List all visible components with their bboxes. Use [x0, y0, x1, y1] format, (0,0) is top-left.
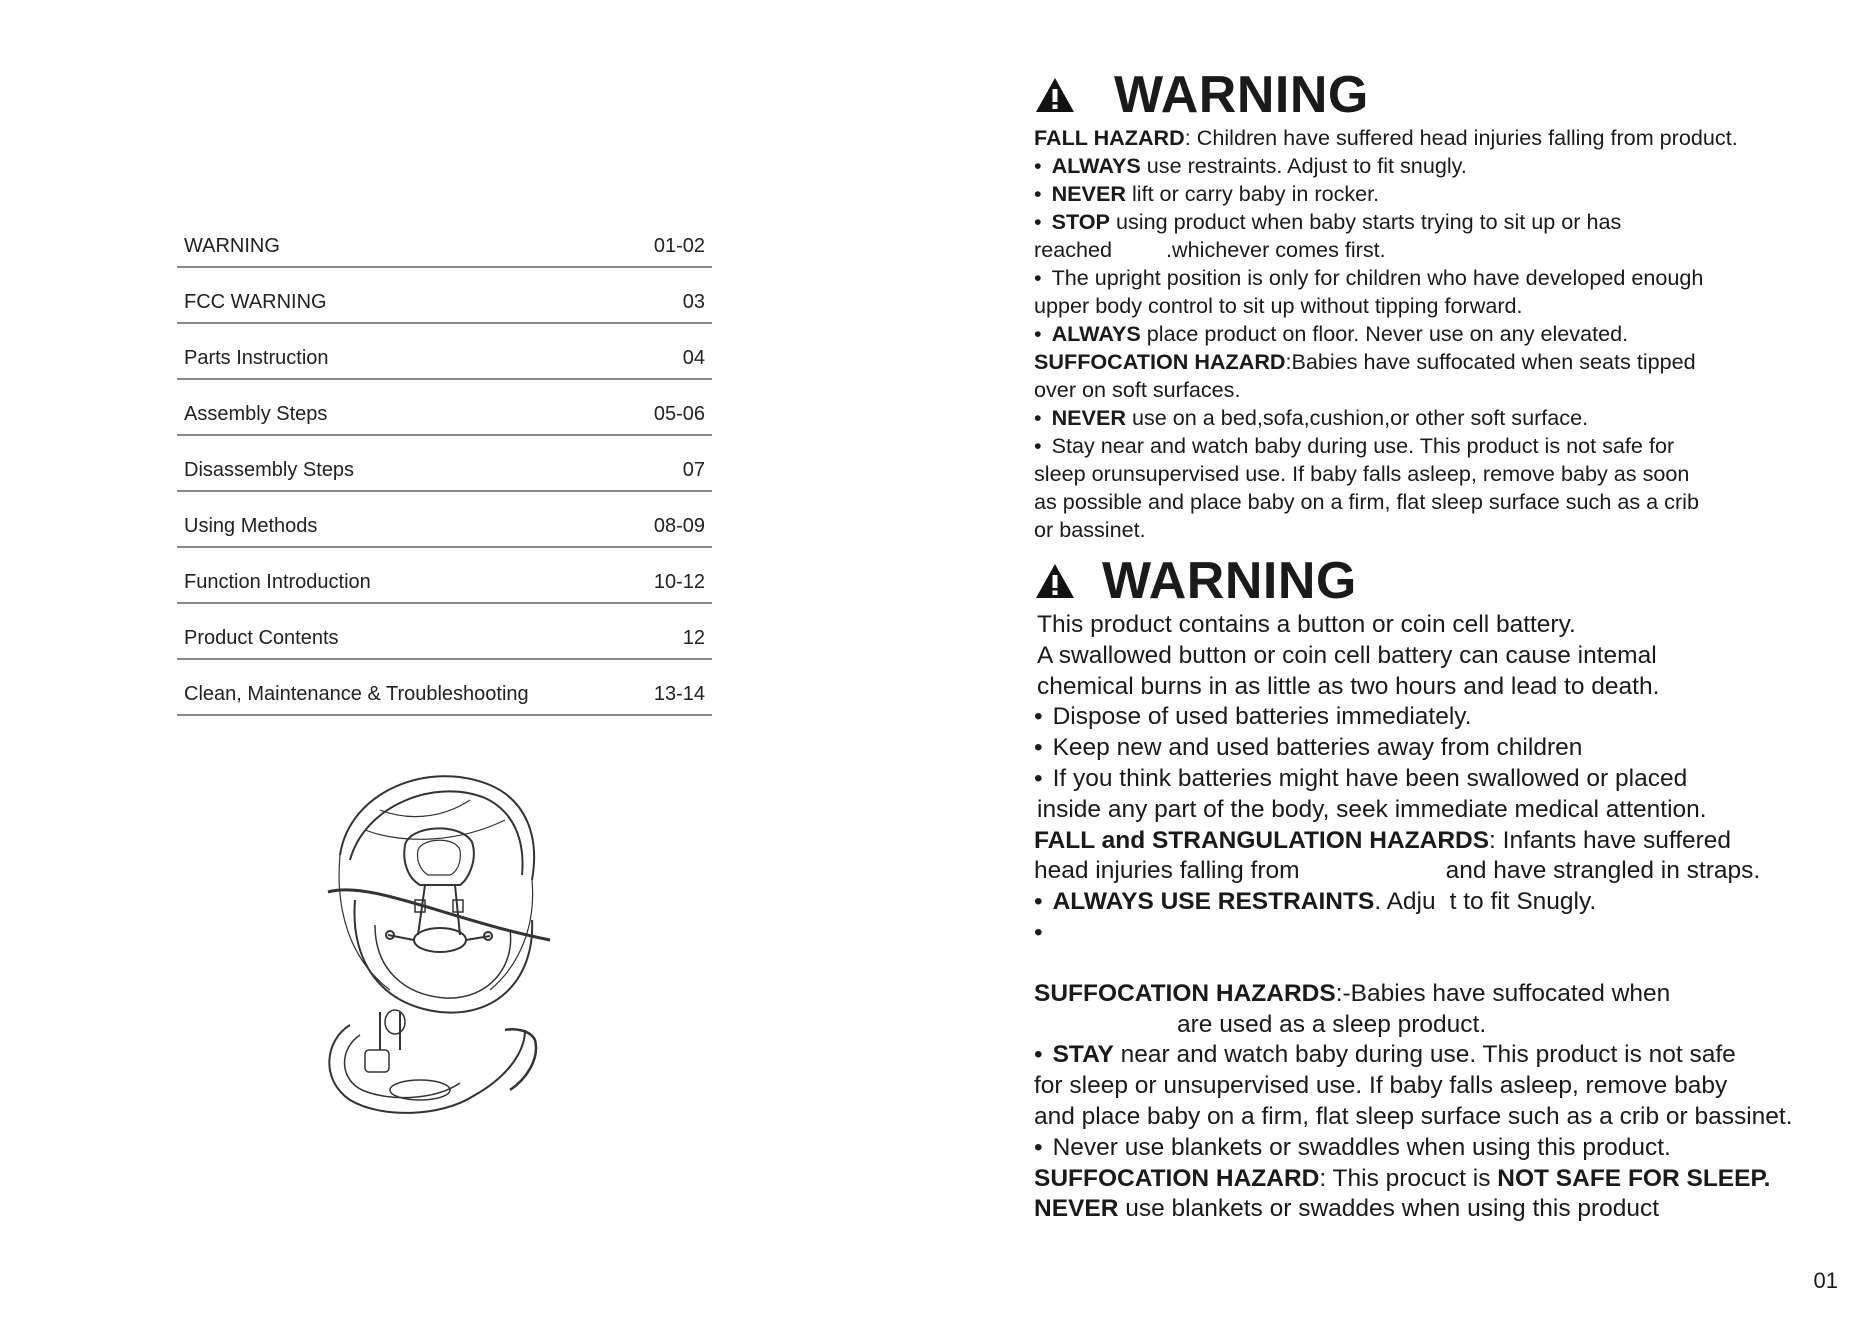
toc-row	[177, 548, 712, 604]
toc-title: Assembly Steps	[184, 403, 328, 425]
warning-title: WARNING	[1102, 552, 1357, 610]
toc-title: Function Introduction	[184, 571, 371, 593]
text: place product on floor. Never use on any elevated.	[1140, 321, 1629, 346]
toc-page: 05-06	[653, 403, 705, 425]
text: Dispose of used batteries immediately.	[1052, 703, 1472, 731]
toc-title: Parts Instruction	[184, 347, 329, 369]
label: ALWAYS	[1051, 321, 1141, 346]
bullet	[1034, 152, 1834, 180]
line: or bassinet.	[1034, 517, 1146, 542]
warning-heading-1	[1034, 66, 1834, 124]
line	[1034, 236, 1834, 264]
text: Stay near and watch baby during use. This product is not safe for	[1051, 433, 1675, 458]
toc-row	[177, 212, 712, 268]
line: This product contains a button or coin cell battery.	[1037, 611, 1576, 638]
bullet	[1034, 733, 1834, 764]
label: SUFFOCATION HAZARD	[1034, 1164, 1320, 1192]
label: SUFFOCATION HAZARDS	[1034, 979, 1336, 1007]
bullet	[1034, 264, 1834, 292]
label: SUFFOCATION HAZARD	[1034, 349, 1286, 374]
text: using product when baby starts trying to sit up or has	[1109, 209, 1622, 234]
toc-title: Product Contents	[184, 627, 339, 649]
text: : Children have suffered head injuries falling from product.	[1184, 125, 1738, 150]
text: lift or carry baby in rocker.	[1125, 181, 1380, 206]
toc-title: Using Methods	[184, 515, 318, 537]
bullet	[1034, 1133, 1834, 1164]
line: and place baby on a firm, flat sleep surface such as a crib or bassinet.	[1034, 1102, 1793, 1130]
suffocation-hazard-line	[1034, 348, 1834, 376]
line: for sleep or unsupervised use. If baby falls asleep, remove baby	[1034, 1072, 1728, 1100]
text: :-Babies have suffocated when	[1335, 979, 1671, 1007]
text: head injuries falling from	[1034, 857, 1300, 885]
line	[1034, 856, 1834, 887]
text: use restraints. Adjust to fit snugly.	[1140, 153, 1467, 178]
toc-page: 03	[682, 291, 705, 313]
page-number: 01	[1813, 1268, 1838, 1293]
bullet	[1034, 208, 1834, 236]
label: FALL and STRANGULATION HAZARDS	[1034, 826, 1490, 854]
text: Keep new and used batteries away from children	[1052, 734, 1583, 762]
label: FALL HAZARD	[1034, 125, 1185, 150]
bullet	[1034, 887, 1834, 918]
text: t to fit Snugly.	[1449, 888, 1597, 916]
baby-rocker-illustration	[310, 750, 590, 1140]
line: sleep orunsupervised use. If baby falls asleep, remove baby as soon	[1034, 461, 1690, 486]
warning-title: WARNING	[1114, 66, 1369, 124]
text: use blankets or swaddes when using this product	[1118, 1195, 1660, 1223]
label: NOT SAFE FOR SLEEP.	[1497, 1164, 1771, 1192]
toc-page: 04	[682, 347, 705, 369]
text: : Infants have suffered	[1489, 826, 1732, 854]
text: The upright position is only for children who have developed enough	[1051, 265, 1704, 290]
toc-page: 13-14	[653, 683, 705, 705]
bullet	[1034, 180, 1834, 208]
fall-hazard-line	[1034, 124, 1834, 152]
label: STAY	[1052, 1041, 1114, 1069]
table-of-contents	[177, 212, 712, 716]
line: over on soft surfaces.	[1034, 377, 1241, 402]
bullet	[1034, 432, 1834, 460]
warning-block-2	[1034, 610, 1834, 1225]
toc-title: Clean, Maintenance & Troubleshooting	[184, 683, 529, 705]
line	[1034, 1194, 1834, 1225]
bullet	[1034, 764, 1834, 795]
toc-row	[177, 660, 712, 716]
toc-page: 01-02	[653, 235, 705, 257]
fall-strangulation-line	[1034, 826, 1834, 857]
suffocation-hazards-line	[1034, 979, 1834, 1010]
toc-row	[177, 604, 712, 660]
toc-page: 08-09	[653, 515, 705, 537]
line: upper body control to sit up without tipping forward.	[1034, 293, 1523, 318]
toc-page: 07	[682, 459, 705, 481]
label: NEVER	[1034, 1195, 1119, 1223]
label: STOP	[1051, 209, 1110, 234]
label: NEVER	[1051, 405, 1126, 430]
toc-row	[177, 436, 712, 492]
suffocation-hazard-line	[1034, 1164, 1834, 1195]
line: inside any part of the body, seek immediate medical attention.	[1037, 795, 1707, 823]
line: as possible and place baby on a firm, flat sleep surface such as a crib	[1034, 489, 1699, 514]
toc-row	[177, 380, 712, 436]
bullet	[1034, 702, 1834, 733]
text: and have strangled in straps.	[1445, 857, 1761, 885]
label: NEVER	[1051, 181, 1126, 206]
warnings-column	[1034, 66, 1834, 1225]
text: .whichever comes first.	[1166, 237, 1386, 262]
bullet	[1034, 1040, 1834, 1071]
empty-bullet	[1034, 918, 1834, 949]
toc-row	[177, 324, 712, 380]
text: . Adju	[1374, 888, 1436, 916]
text: Never use blankets or swaddles when using this product.	[1052, 1133, 1671, 1161]
bullet	[1034, 404, 1834, 432]
line	[1034, 1010, 1834, 1041]
text: reached	[1034, 237, 1113, 262]
bullet	[1034, 320, 1834, 348]
toc-title: Disassembly Steps	[184, 459, 355, 481]
text: : This procuct is	[1319, 1164, 1498, 1192]
toc-page: 10-12	[653, 571, 705, 593]
toc-row	[177, 268, 712, 324]
warning-triangle-icon	[1034, 76, 1076, 114]
toc-row	[177, 492, 712, 548]
warning-heading-2	[1034, 552, 1834, 610]
warning-block-1	[1034, 124, 1834, 544]
text: near and watch baby during use. This product is not safe	[1113, 1041, 1736, 1069]
label: ALWAYS	[1051, 153, 1141, 178]
text: use on a bed,sofa,cushion,or other soft surface.	[1125, 405, 1589, 430]
toc-title: FCC WARNING	[184, 291, 327, 313]
warning-triangle-icon	[1034, 562, 1076, 600]
line: A swallowed button or coin cell battery can cause intemal	[1037, 641, 1657, 669]
text: :Babies have suffocated when seats tipped	[1285, 349, 1696, 374]
label: ALWAYS USE RESTRAINTS	[1052, 888, 1375, 916]
toc-title: WARNING	[184, 235, 280, 257]
toc-page: 12	[682, 627, 705, 649]
text: If you think batteries might have been swallowed or placed	[1052, 764, 1688, 792]
text: are used as a sleep product.	[1177, 1010, 1487, 1038]
line: chemical burns in as little as two hours and lead to death.	[1037, 672, 1660, 700]
